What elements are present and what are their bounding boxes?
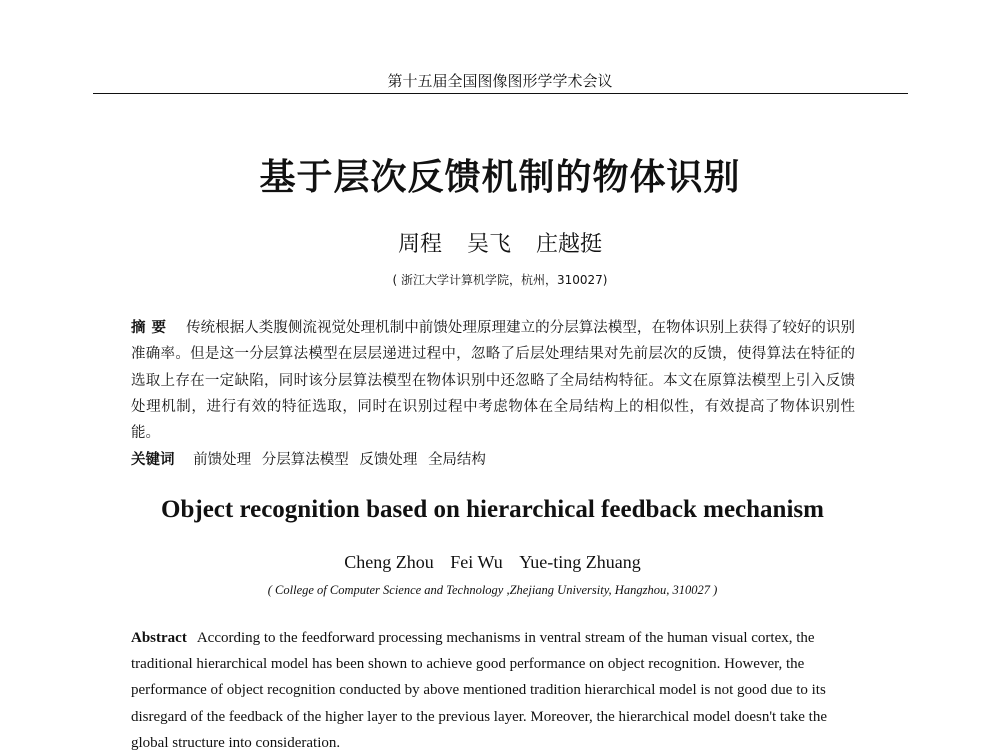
english-authors [0,549,985,575]
english-title: Object recognition based on hierarchical feedback mechanism [161,496,824,523]
chinese-abstract-text: 传统根据人类腹侧流视觉处理机制中前馈处理原理建立的分层算法模型，在物体识别上获得了较好的识别准确率。但是这一分层算法模型在层层递进过程中，忽略了后层处理结果对先前层次的反馈，使得算法在特征的选取上存在一定缺陷，同时该分层算法模型在物体识别中还忽略了全局结构特征。本文在原算法模型上引入反馈处理机制，进行有效的特征选取，同时在识别过程中考虑物体在全局结构上的相似性，有效提高了物体识别性能。 [131,320,856,442]
english-author: Yue-ting Zhuang [519,552,641,572]
english-author: Cheng Zhou [344,552,434,572]
keyword: 反馈处理 [359,452,418,468]
chinese-author: 庄越挺 [536,232,603,257]
chinese-authors [0,229,1000,261]
chinese-keywords-label: 关键词 [131,452,175,468]
english-author: Fei Wu [450,552,503,572]
chinese-keywords [131,447,855,473]
chinese-abstract-label: 摘要 [131,320,173,336]
chinese-author: 吴飞 [466,232,511,257]
keyword: 前馈处理 [193,452,252,468]
chinese-affiliation: ( 浙江大学计算机学院，杭州，310027) [392,273,608,287]
running-head: 第十五届全国图像图形学学术会议 [387,72,613,90]
chinese-author: 周程 [397,232,442,257]
english-affiliation: ( College of Computer Science and Technology ,Zhejiang University, Hangzhou, 310027 ) [267,583,718,597]
header-rule [93,93,908,94]
english-abstract-text: According to the feedforward processing mechanisms in ventral stream of the human visual cortex, the traditional hierarchical model has been shown to achieve good performance on object recognition. However, the performance of object recognition conducted by above mentioned tradition hierarchical model is not good due to its disregard of the feedback of the higher layer to the previous layer. Moreover, the hierarchical model doesn't take the global structure into consideration. [131,630,827,751]
chinese-abstract [131,315,855,446]
english-abstract [131,625,831,756]
keyword: 分层算法模型 [261,452,349,468]
english-abstract-label: Abstract [131,630,187,646]
chinese-title: 基于层次反馈机制的物体识别 [259,157,741,198]
keyword: 全局结构 [427,452,486,468]
